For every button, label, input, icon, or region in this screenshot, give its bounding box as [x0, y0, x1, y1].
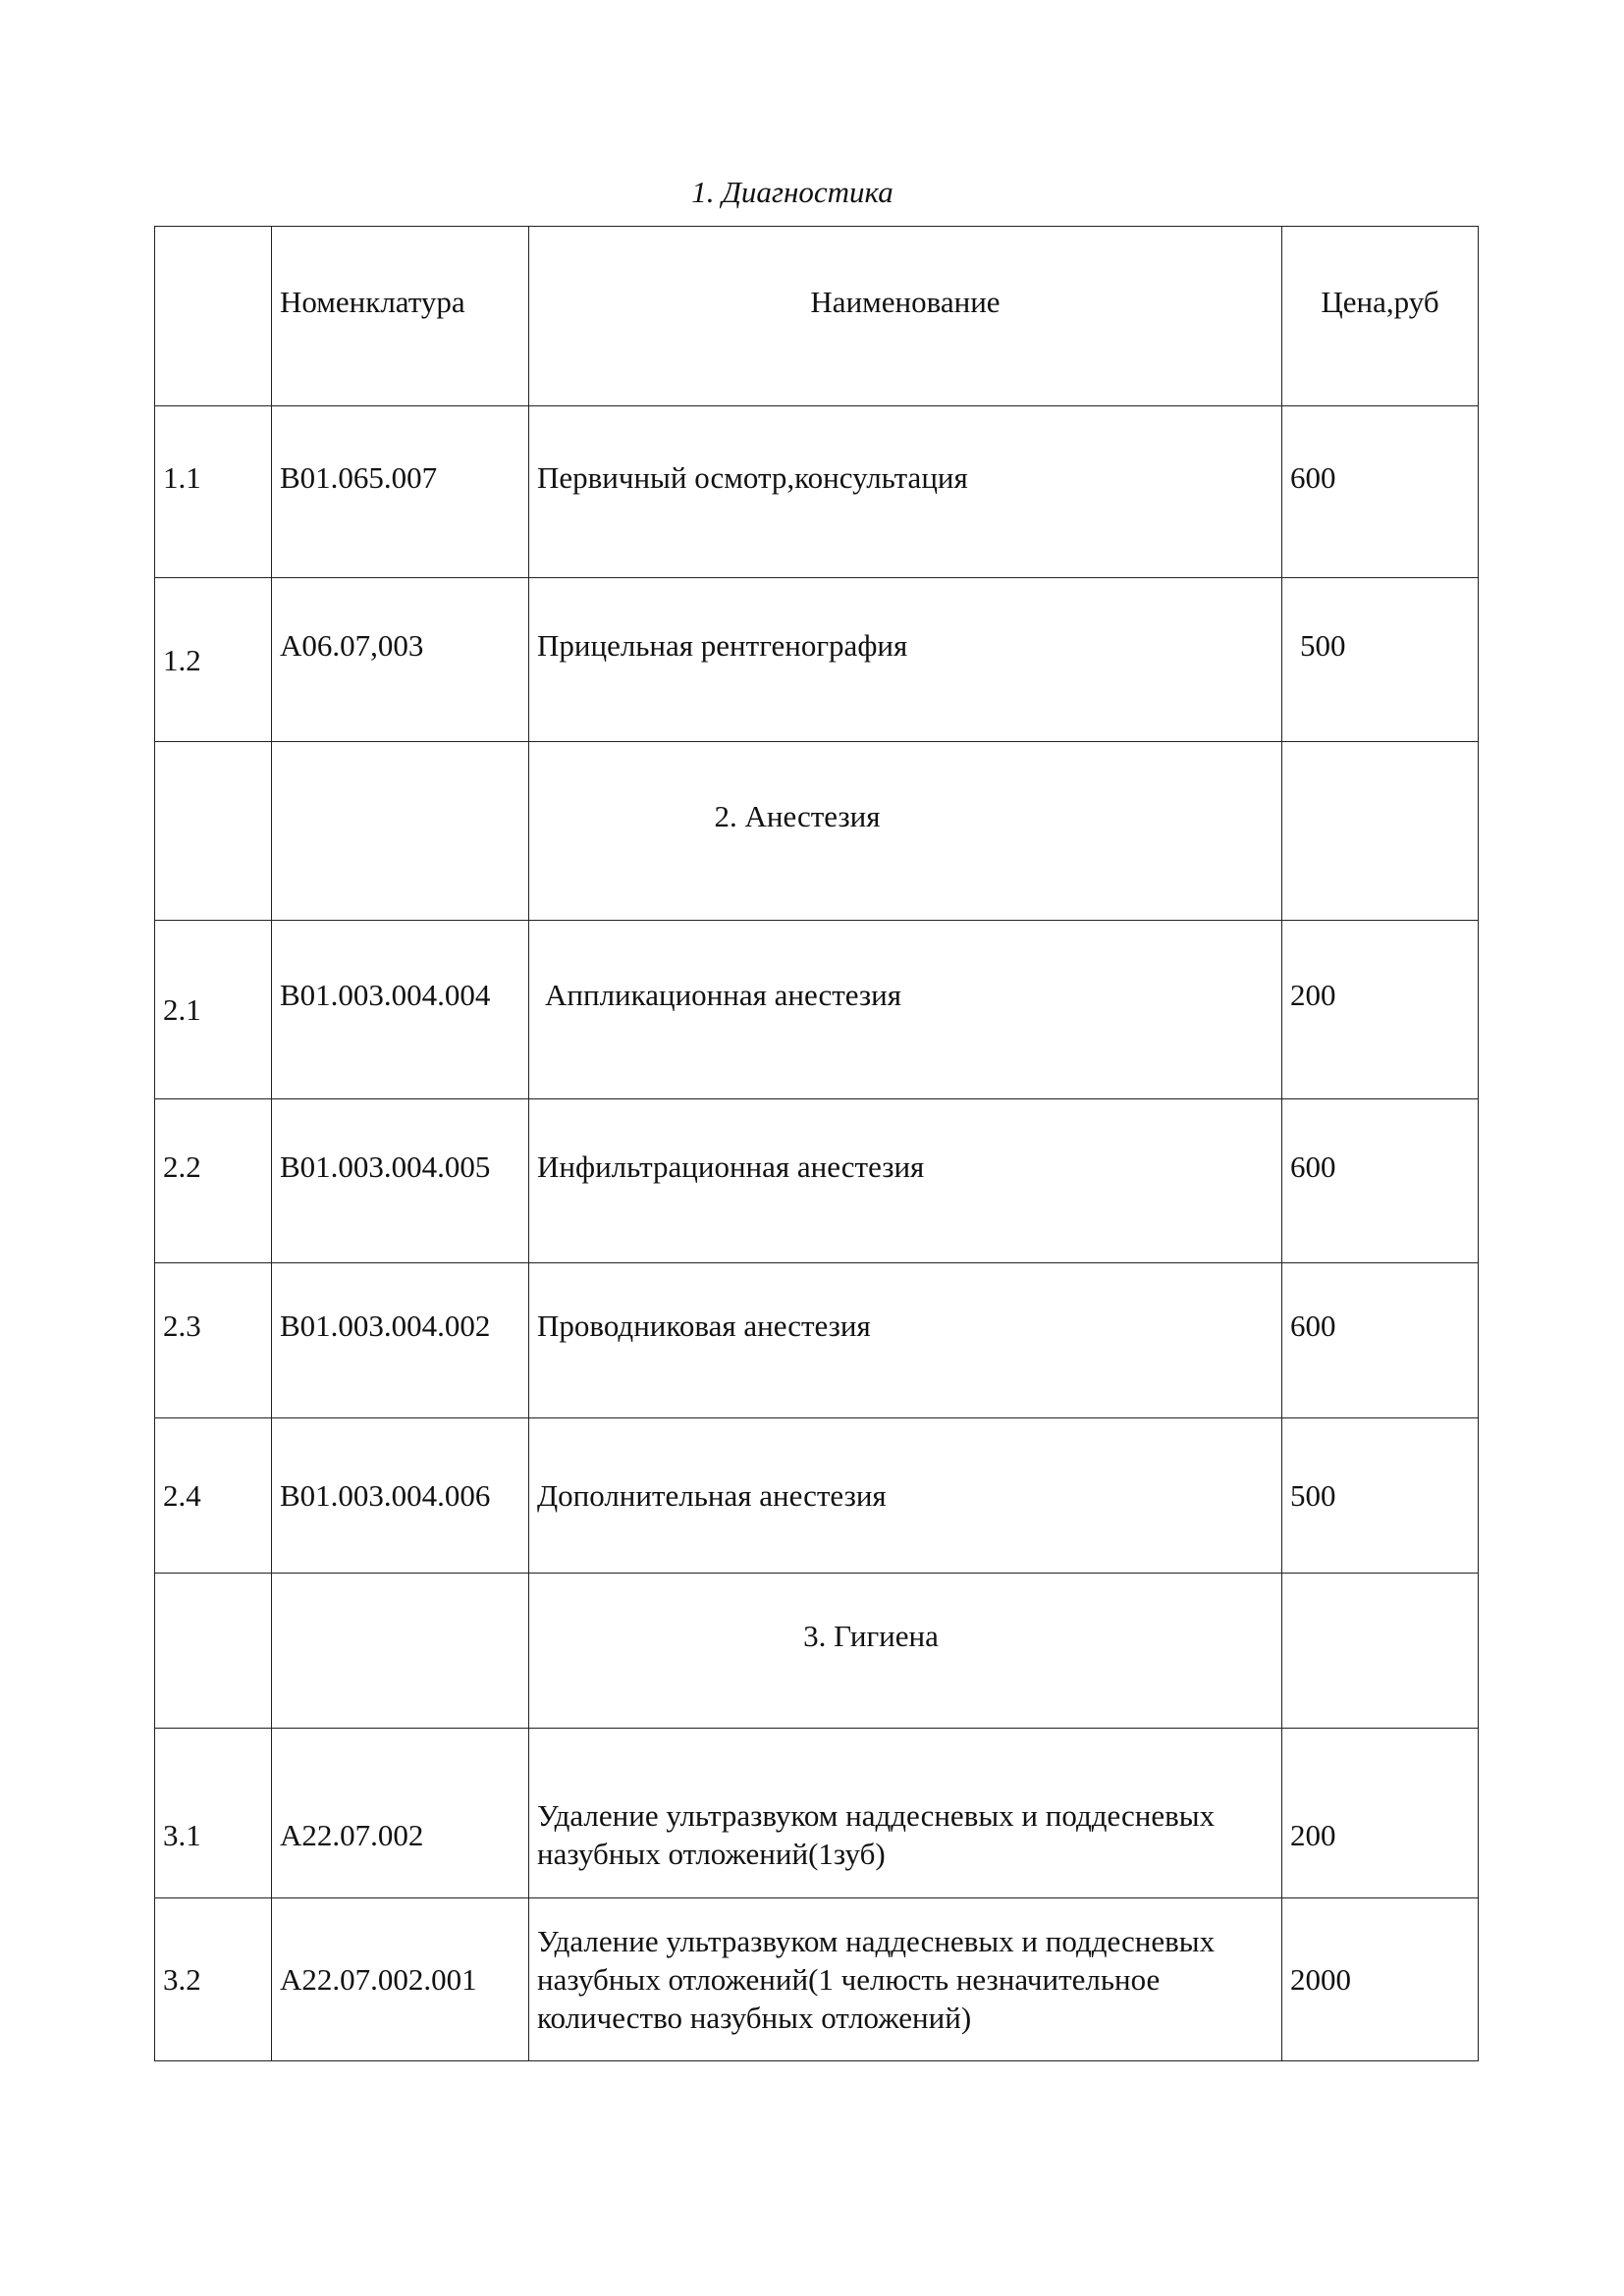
row-num: 2.1	[155, 921, 272, 1099]
section-empty-cell	[155, 742, 272, 921]
section-empty-cell	[272, 742, 529, 921]
section-row	[155, 742, 1479, 921]
row-num: 2.3	[155, 1263, 272, 1418]
row-name: Инфильтрационная анестезия	[529, 1099, 1282, 1263]
header-code: Номенклатура	[272, 227, 529, 406]
section-title-cell	[529, 742, 1282, 921]
row-code: А06.07,003	[272, 578, 529, 742]
row-name: Удаление ультразвуком наддесневых и поддесневых назубных отложений(1зуб)	[529, 1729, 1282, 1898]
row-code: А22.07.002.001	[272, 1898, 529, 2061]
row-code: А22.07.002	[272, 1729, 529, 1898]
row-price: 600	[1282, 406, 1479, 578]
section-empty-cell	[1282, 1574, 1479, 1729]
row-price: 600	[1282, 1099, 1479, 1263]
table-row	[155, 1898, 1479, 2061]
row-code: B01.003.004.002	[272, 1263, 529, 1418]
row-code: B01.065.007	[272, 406, 529, 578]
price-table	[154, 226, 1479, 2061]
row-num: 3.2	[155, 1898, 272, 2061]
row-name: Дополнительная анестезия	[529, 1418, 1282, 1574]
row-price: 200	[1282, 921, 1479, 1099]
header-num	[155, 227, 272, 406]
row-price: 600	[1282, 1263, 1479, 1418]
row-name: Проводниковая анестезия	[529, 1263, 1282, 1418]
row-name: Удаление ультразвуком наддесневых и поддесневых назубных отложений(1 челюсть незначительное количество назубных отложений)	[529, 1898, 1282, 2061]
row-num: 2.2	[155, 1099, 272, 1263]
row-price: 200	[1282, 1729, 1479, 1898]
header-name: Наименование	[529, 227, 1282, 406]
row-price: 2000	[1282, 1898, 1479, 2061]
table-row	[155, 1099, 1479, 1263]
section-row	[155, 1574, 1479, 1729]
row-num: 3.1	[155, 1729, 272, 1898]
section-empty-cell	[155, 1574, 272, 1729]
section-empty-cell	[272, 1574, 529, 1729]
row-code: B01.003.004.006	[272, 1418, 529, 1574]
section-empty-cell	[1282, 742, 1479, 921]
row-num: 1.2	[155, 578, 272, 742]
row-name: Прицельная рентгенография	[529, 578, 1282, 742]
row-price: 500	[1282, 1418, 1479, 1574]
header-price: Цена,руб	[1282, 227, 1479, 406]
row-name: Аппликационная анестезия	[529, 921, 1282, 1099]
table-row	[155, 578, 1479, 742]
row-name: Первичный осмотр,консультация	[529, 406, 1282, 578]
section-title: 2. Анестезия	[714, 799, 881, 833]
section-title-cell	[529, 1574, 1282, 1729]
table-row	[155, 406, 1479, 578]
row-num: 1.1	[155, 406, 272, 578]
table-row	[155, 921, 1479, 1099]
row-code: B01.003.004.004	[272, 921, 529, 1099]
section-title: 3. Гигиена	[803, 1619, 939, 1653]
table-row	[155, 1418, 1479, 1574]
table-header-row	[155, 227, 1479, 406]
table-row	[155, 1263, 1479, 1418]
row-num: 2.4	[155, 1418, 272, 1574]
row-price: 500	[1282, 578, 1479, 742]
page-title: 1. Диагностика	[691, 175, 893, 209]
table-row	[155, 1729, 1479, 1898]
row-code: B01.003.004.005	[272, 1099, 529, 1263]
